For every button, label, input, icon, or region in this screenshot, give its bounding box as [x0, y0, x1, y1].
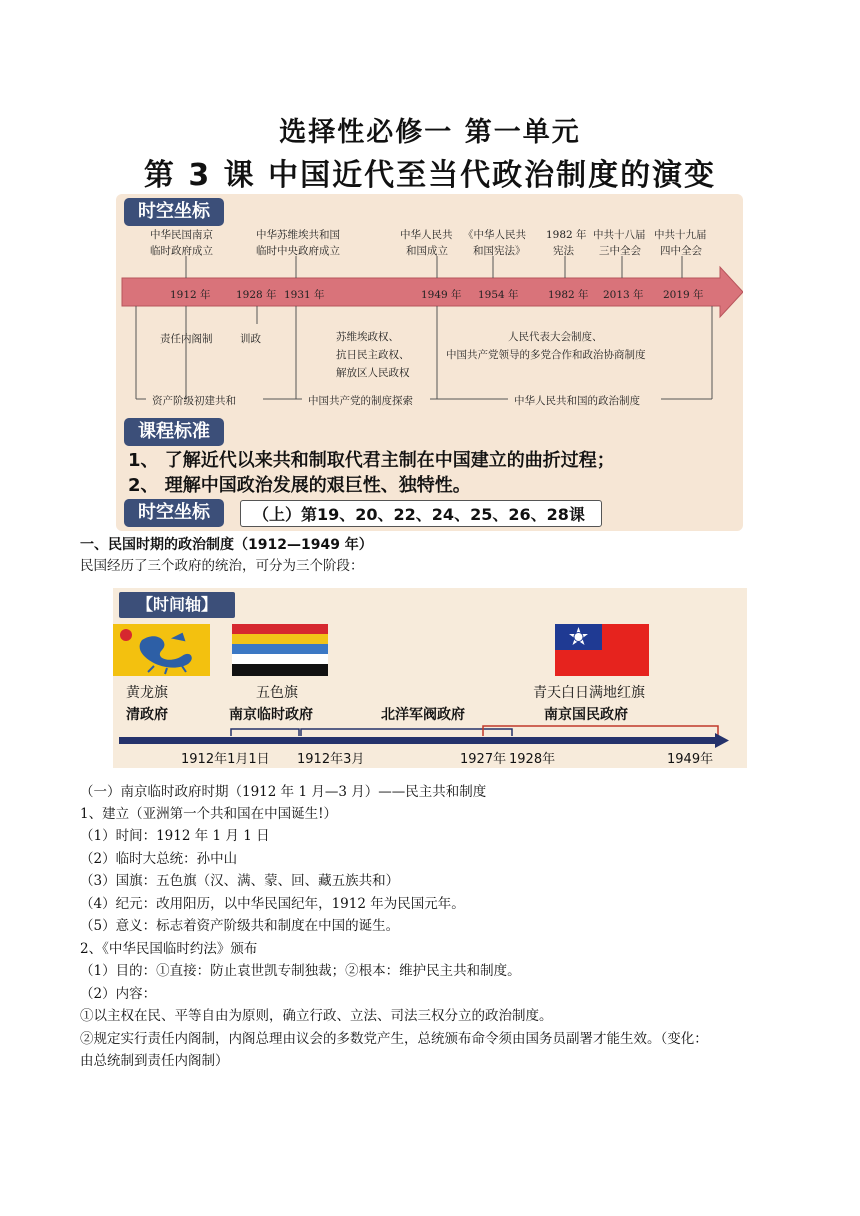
- below-item: 训政: [240, 333, 261, 345]
- year-label: 2013 年: [603, 289, 644, 301]
- year-label: 1949 年: [421, 289, 462, 301]
- content-line: （2）内容：: [80, 986, 157, 1002]
- event-label: 中华人民共: [400, 229, 453, 241]
- flag-name: 青天白日满地红旗: [533, 685, 645, 701]
- below-item: 责任内阁制: [160, 333, 213, 345]
- event-label: 和国成立: [406, 245, 448, 257]
- event-label: 中共十九届: [654, 229, 707, 241]
- year-label: 2019 年: [663, 289, 704, 301]
- below-item: 苏维埃政权、: [336, 331, 399, 343]
- timeline-head: 【时间轴】: [119, 592, 235, 618]
- content-line: ②规定实行责任内阁制，内阁总理由议会的多数党产生，总统颁布命令须由国务员副署才能生效。（变化：: [80, 1031, 708, 1047]
- doc-title-line2: 第 3 课 中国近代至当代政治制度的演变: [143, 158, 717, 193]
- government-timeline-panel: [113, 588, 747, 768]
- year-labels: [170, 288, 704, 301]
- content-line: （4）纪元：改用阳历，以中华民国纪年，1912 年为民国元年。: [80, 896, 465, 912]
- period-label: 中国共产党的制度探索: [308, 395, 413, 407]
- axis-date: 1928年: [509, 752, 556, 767]
- axis-date: 1912年1月1日: [181, 752, 270, 767]
- course-list: （上）第19、20、22、24、25、26、28课: [240, 500, 602, 527]
- year-label: 1954 年: [478, 289, 519, 301]
- below-item: 抗日民主政权、: [336, 349, 410, 361]
- year-label: 1928 年: [236, 289, 277, 301]
- government-name: 清政府: [126, 707, 168, 723]
- event-label: 中华民国南京: [150, 229, 213, 241]
- axis-date: 1927年: [460, 752, 507, 767]
- below-items: [160, 330, 646, 379]
- event-label: 宪法: [553, 245, 574, 257]
- content-line: （2）临时大总统：孙中山: [80, 851, 238, 867]
- below-item: 人民代表大会制度、: [508, 331, 603, 343]
- timeline-axis-graphic: [113, 588, 747, 768]
- content-line: （1）时间：1912 年 1 月 1 日: [80, 828, 270, 844]
- government-name: 南京国民政府: [544, 707, 628, 723]
- content-line: （一）南京临时政府时期（1912 年 1 月—3 月）——民主共和制度: [80, 784, 487, 800]
- tag-time-coordinate: 时空坐标: [124, 198, 224, 226]
- section-intro: 民国经历了三个政府的统治，可分为三个阶段：: [80, 558, 364, 574]
- standard-1: 1、 了解近代以来共和制取代君主制在中国建立的曲折过程；: [128, 450, 615, 471]
- content-line: 1、建立（亚洲第一个共和国在中国诞生!）: [80, 806, 338, 822]
- below-item: 解放区人民政权: [336, 367, 410, 379]
- event-label: 四中全会: [660, 245, 702, 257]
- period-label: 资产阶级初建共和: [152, 395, 236, 407]
- tag-course-standard: 课程标准: [124, 418, 224, 446]
- event-label: 临时中央政府成立: [256, 245, 340, 257]
- year-label: 1931 年: [284, 289, 325, 301]
- year-label: 1912 年: [170, 289, 211, 301]
- content-line: ①以主权在民、平等自由为原则，确立行政、立法、司法三权分立的政治制度。: [80, 1008, 553, 1024]
- period-label: 中华人民共和国的政治制度: [514, 395, 640, 407]
- event-label: 中共十八届: [593, 229, 646, 241]
- content-line: （5）意义：标志着资产阶级共和制度在中国的诞生。: [80, 918, 400, 934]
- content-line: 由总统制到责任内阁制）: [80, 1053, 229, 1069]
- government-name: 北洋军阀政府: [381, 707, 465, 723]
- government-name: 南京临时政府: [229, 707, 313, 723]
- section-heading: 一、民国时期的政治制度（1912—1949 年）: [80, 537, 373, 553]
- event-label: 中华苏维埃共和国: [256, 229, 340, 241]
- year-label: 1982 年: [548, 289, 589, 301]
- period-labels: [152, 394, 640, 407]
- tag-time-coordinate-2: 时空坐标: [124, 499, 224, 527]
- below-item: 中国共产党领导的多党合作和政治协商制度: [446, 349, 646, 361]
- event-label: 临时政府成立: [150, 245, 213, 257]
- flag-name: 黄龙旗: [126, 685, 168, 701]
- axis-date: 1949年: [667, 752, 714, 767]
- event-label: 1982 年: [546, 229, 587, 241]
- content-line: （1）目的：①直接：防止袁世凯专制独裁；②根本：维护民主共和制度。: [80, 963, 521, 979]
- event-label: 三中全会: [599, 245, 641, 257]
- flag-name: 五色旗: [256, 685, 298, 701]
- event-label: 和国宪法》: [473, 245, 526, 257]
- course-timeline-panel: [116, 194, 743, 531]
- axis-date: 1912年3月: [297, 752, 365, 767]
- event-label: 《中华人民共: [463, 229, 526, 241]
- content-line: 2、《中华民国临时约法》颁布: [80, 941, 258, 957]
- standard-2: 2、 理解中国政治发展的艰巨性、独特性。: [128, 475, 471, 496]
- content-line: （3）国旗：五色旗（汉、满、蒙、回、藏五族共和）: [80, 873, 400, 889]
- doc-title-line1: 选择性必修一 第一单元: [279, 117, 581, 148]
- top-events: [150, 228, 707, 257]
